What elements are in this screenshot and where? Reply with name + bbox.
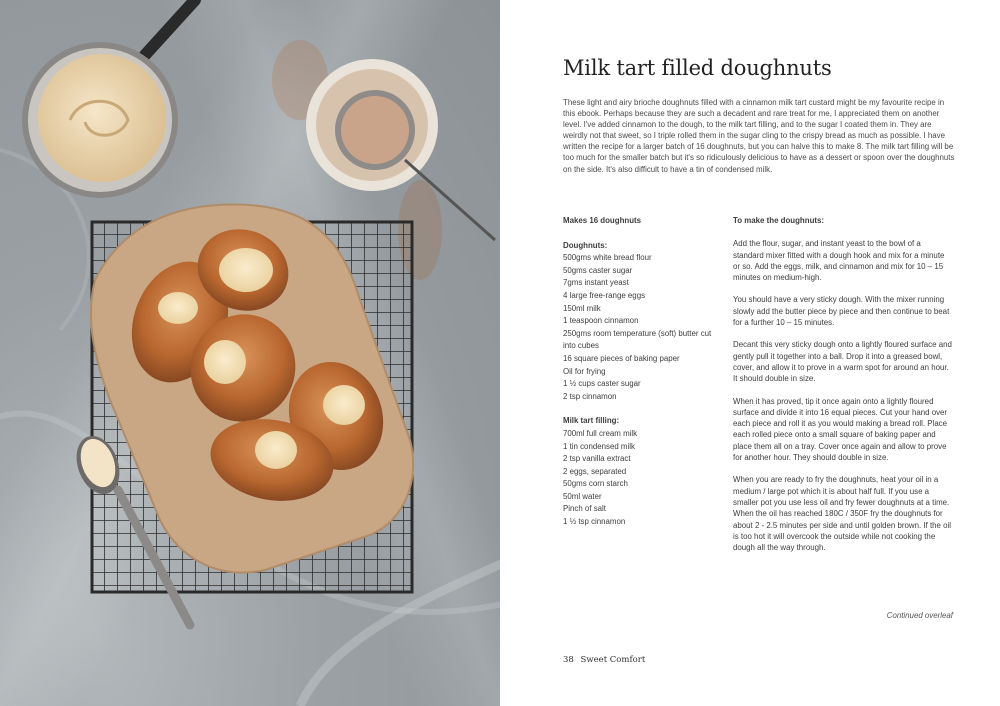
list-item: 1 ½ tsp cinnamon [563, 517, 626, 527]
list-item: 4 large free-range eggs [563, 290, 646, 300]
list-item: 150ml milk [563, 303, 601, 313]
list-item: 2 eggs, separated [563, 466, 627, 476]
method-step: You should have a very sticky dough. With the mixer running slowly add the butter piece by piece and then continue to beat for a further 10 – 15 minutes. [733, 295, 950, 328]
recipe-intro: These light and airy brioche doughnuts filled with a cinnamon milk tart custard might be my favourite recipe in this ebook. Perhaps because they are such a decadent and rare treat for me, I appreciated them on another level. I've added cinnamon to the dough, to the milk tart filling, and to the sugar I coated them in. They are weirdly not that sweet, so I triple rolled them in the sugar cling to the crispy bread as much as possible. I have written the recipe for a larger batch of 16 doughnuts, but you can halve this to make 8. The milk tart filling will be too much for the smaller batch but it's so ridiculously delicious to have as a dessert or spoon over the doughnuts on the side. It's also difficult to have a tin of condensed milk. [563, 98, 955, 174]
recipe-title: Milk tart filled doughnuts [563, 56, 832, 80]
dough-heading: Doughnuts: [563, 240, 608, 250]
list-item: 1 tin condensed milk [563, 441, 635, 451]
filling-heading: Milk tart filling: [563, 416, 620, 426]
list-item: 250gms room temperature (soft) butter cut into cubes [563, 328, 712, 351]
list-item: Pinch of salt [563, 504, 606, 514]
list-item: Oil for frying [563, 366, 606, 376]
list-item: 2 tsp cinnamon [563, 391, 617, 401]
method-column [733, 215, 953, 564]
list-item: 16 square pieces of baking paper [563, 353, 680, 363]
continued-note: Continued overleaf [886, 611, 953, 620]
saucepan-icon [22, 0, 195, 198]
method-step: When you are ready to fry the doughnuts, heat your oil in a medium / large pot which it is about half full. If you use a smaller pot you use less oil and fry fewer doughnuts at a time. When the oil has reached 180C / 350F fry the doughnuts for about 2 - 2.5 minutes per side and until golden brown. If the oil is too hot it will overcook the outside while not cooking the dough all the way through. [733, 475, 952, 553]
method-step: Decant this very sticky dough onto a lightly floured surface and gently pull it together into a ball. Drop it into a greased bowl, cover, and allow it to prove in a warm spot for around an hour. It should double in size. [733, 340, 952, 384]
dough-ingredient-list [563, 252, 713, 403]
list-item: 1 teaspoon cinnamon [563, 316, 639, 326]
page-footer [563, 655, 645, 665]
method-step: When it has proved, tip it once again onto a lightly floured surface and divide it into 16 equal pieces. Cut your hand over each piece and roll it as you would making a bread roll. Place each rolled piece onto a small square of baking paper and place them all on a tray. Cover once again and allow to prove for another hour. They should double in size. [733, 396, 948, 463]
list-item: 50ml water [563, 491, 602, 501]
method-heading: To make the doughnuts: [733, 216, 825, 225]
list-item: 1 ½ cups caster sugar [563, 379, 641, 389]
filling-ingredient-list [563, 428, 713, 529]
list-item: 2 tsp vanilla extract [563, 454, 631, 464]
ingredients-column [563, 215, 713, 529]
list-item: 500gms white bread flour [563, 253, 652, 263]
page-number: 38 [563, 655, 574, 665]
list-item: 700ml full cream milk [563, 428, 638, 438]
list-item: 50gms caster sugar [563, 265, 633, 275]
book-title: Sweet Comfort [580, 655, 646, 665]
list-item: 50gms corn starch [563, 479, 628, 489]
list-item: 7gms instant yeast [563, 278, 629, 288]
method-step: Add the flour, sugar, and instant yeast to the bowl of a standard mixer fitted with a dough hook and mix for a minute or so. Add the eggs, milk, and cinnamon and mix for 10 – 15 minutes on medium-high. [733, 239, 945, 283]
recipe-page [500, 0, 1000, 706]
yield-label: Makes 16 doughnuts [563, 216, 642, 225]
